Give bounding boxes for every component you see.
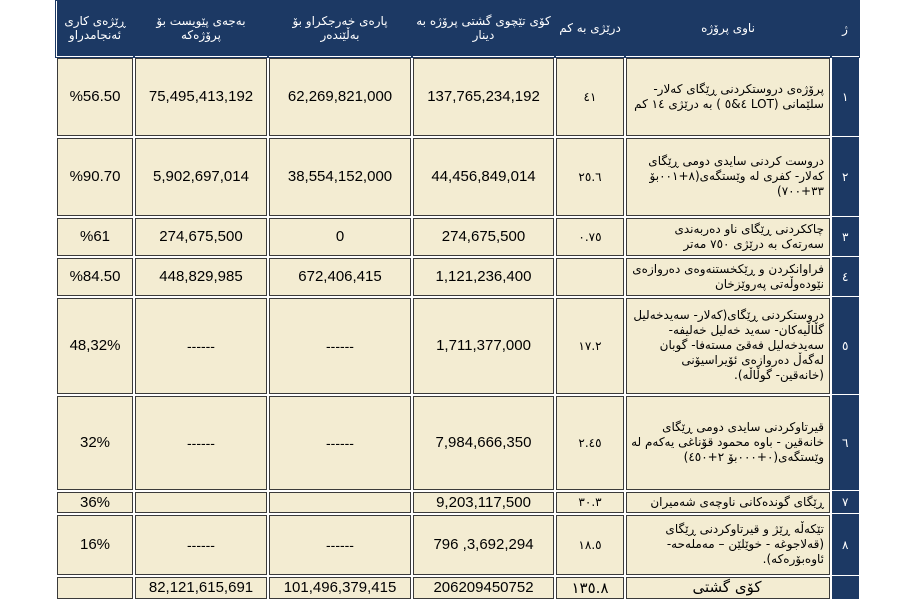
row-number: ٨ bbox=[831, 514, 859, 576]
remaining-amount: 274,675,500 bbox=[134, 217, 268, 257]
paid-amount: 672,406,415 bbox=[268, 257, 412, 297]
row-number: ١ bbox=[831, 57, 859, 137]
table-row bbox=[56, 217, 859, 257]
total-length: ١٣٥.٨ bbox=[555, 576, 625, 600]
progress-percent: 16% bbox=[56, 514, 134, 576]
paid-amount: 38,554,152,000 bbox=[268, 137, 412, 217]
header-length: درێژی بە کم bbox=[555, 1, 625, 57]
total-cost: 7,984,666,350 bbox=[412, 395, 555, 491]
projects-table bbox=[55, 0, 860, 601]
total-paid-sum: 101,496,379,415 bbox=[268, 576, 412, 600]
progress-percent: %56.50 bbox=[56, 57, 134, 137]
table-row bbox=[56, 395, 859, 491]
projects-table-wrapper bbox=[55, 0, 858, 601]
project-name: پرۆژەی دروستکردنی ڕێگای کەلار-سلێمانی (LOT ٤&٥ ) بە درێژی ١٤ کم bbox=[625, 57, 831, 137]
row-number: ٣ bbox=[831, 217, 859, 257]
project-length: ١٧.٢ bbox=[555, 297, 625, 395]
table-row bbox=[56, 137, 859, 217]
row-number: ٤ bbox=[831, 257, 859, 297]
progress-percent: 48,32% bbox=[56, 297, 134, 395]
project-length: ٠.٧٥ bbox=[555, 217, 625, 257]
header-paid-amount: پارەی خەرجکراو بۆ بەڵێندەر bbox=[268, 1, 412, 57]
paid-amount: 0 bbox=[268, 217, 412, 257]
total-row bbox=[56, 576, 859, 600]
project-name: تێکەڵە ڕێژ و قیرتاوکردنی ڕێگای (قەلاجوغە - خوێلێن – مەملەحە- ئاوەبۆرەکە). bbox=[625, 514, 831, 576]
total-cost: 1,121,236,400 bbox=[412, 257, 555, 297]
project-length: ٢.٤٥ bbox=[555, 395, 625, 491]
total-remaining-sum: 82,121,615,691 bbox=[134, 576, 268, 600]
project-name: دروستکردنی ڕێگای(کەلار- سەیدخەلیل گڵاڵیەکان- سەید خەلیل خەلیفە- سەیدخەلیل فەقێ مستەفا- گوبان لەگەڵ دەروازەی ئۆیراسیۆنی (خانەقین- گوڵاڵە). bbox=[625, 297, 831, 395]
total-row-number bbox=[831, 576, 859, 600]
total-progress-empty bbox=[56, 576, 134, 600]
remaining-amount bbox=[134, 491, 268, 514]
remaining-amount: 75,495,413,192 bbox=[134, 57, 268, 137]
header-total-cost: کۆی تێچوی گشتی پرۆژە بە دینار bbox=[412, 1, 555, 57]
row-number: ٧ bbox=[831, 491, 859, 514]
header-row bbox=[56, 1, 859, 57]
header-progress: ڕێژەی کاری ئەنجامدراو bbox=[56, 1, 134, 57]
project-length: ١٨.٥ bbox=[555, 514, 625, 576]
table-row bbox=[56, 57, 859, 137]
row-number: ٢ bbox=[831, 137, 859, 217]
project-length: ٣٠.٣ bbox=[555, 491, 625, 514]
project-length: ٢٥.٦ bbox=[555, 137, 625, 217]
project-name: دروست کردنی سایدی دومی ڕێگای کەلار- کفری لە وێستگەی(٨+٠٠١بۆ ٣٣+٧٠٠) bbox=[625, 137, 831, 217]
project-name: ڕێگای گوندەکانی ناوچەی شەمیران bbox=[625, 491, 831, 514]
header-number: ژ bbox=[831, 1, 859, 57]
total-cost: 3,692,294, 796 bbox=[412, 514, 555, 576]
progress-percent: %61 bbox=[56, 217, 134, 257]
total-cost: 9,203,117,500 bbox=[412, 491, 555, 514]
remaining-amount: ------ bbox=[134, 297, 268, 395]
table-row bbox=[56, 514, 859, 576]
paid-amount: 62,269,821,000 bbox=[268, 57, 412, 137]
total-cost: 44,456,849,014 bbox=[412, 137, 555, 217]
project-name: چاککردنی ڕێگای ناو دەربەندی سەرتەک بە درێژی ٧٥٠ مەتر bbox=[625, 217, 831, 257]
table-row bbox=[56, 257, 859, 297]
total-cost-sum: 206209450752 bbox=[412, 576, 555, 600]
paid-amount: ------ bbox=[268, 395, 412, 491]
header-project-name: ناوی پرۆژە bbox=[625, 1, 831, 57]
total-cost: 137,765,234,192 bbox=[412, 57, 555, 137]
project-length: ٤١ bbox=[555, 57, 625, 137]
total-cost: 274,675,500 bbox=[412, 217, 555, 257]
header-remaining-amount: بەجەی پێویست بۆ پرۆژەکە bbox=[134, 1, 268, 57]
remaining-amount: 5,902,697,014 bbox=[134, 137, 268, 217]
remaining-amount: ------ bbox=[134, 514, 268, 576]
remaining-amount: 448,829,985 bbox=[134, 257, 268, 297]
row-number: ٥ bbox=[831, 297, 859, 395]
progress-percent: %84.50 bbox=[56, 257, 134, 297]
progress-percent: 36% bbox=[56, 491, 134, 514]
remaining-amount: ------ bbox=[134, 395, 268, 491]
row-number: ٦ bbox=[831, 395, 859, 491]
project-length bbox=[555, 257, 625, 297]
project-name: قیرتاوکردنی سایدی دومی ڕێگای خانەقین - باوە محمود قۆناغی یەکەم لە وێستگەی(٠+٠٠٠بۆ ٢+٤٥٠) bbox=[625, 395, 831, 491]
project-name: فراوانکردن و ڕێکخستنەوەی دەروازەی نێودەوڵەتی پەروێزخان bbox=[625, 257, 831, 297]
table-row bbox=[56, 297, 859, 395]
paid-amount: ------ bbox=[268, 514, 412, 576]
paid-amount: ------ bbox=[268, 297, 412, 395]
paid-amount bbox=[268, 491, 412, 514]
progress-percent: 32% bbox=[56, 395, 134, 491]
total-label: کۆی گشتی bbox=[625, 576, 831, 600]
progress-percent: %90.70 bbox=[56, 137, 134, 217]
total-cost: 1,711,377,000 bbox=[412, 297, 555, 395]
table-row bbox=[56, 491, 859, 514]
